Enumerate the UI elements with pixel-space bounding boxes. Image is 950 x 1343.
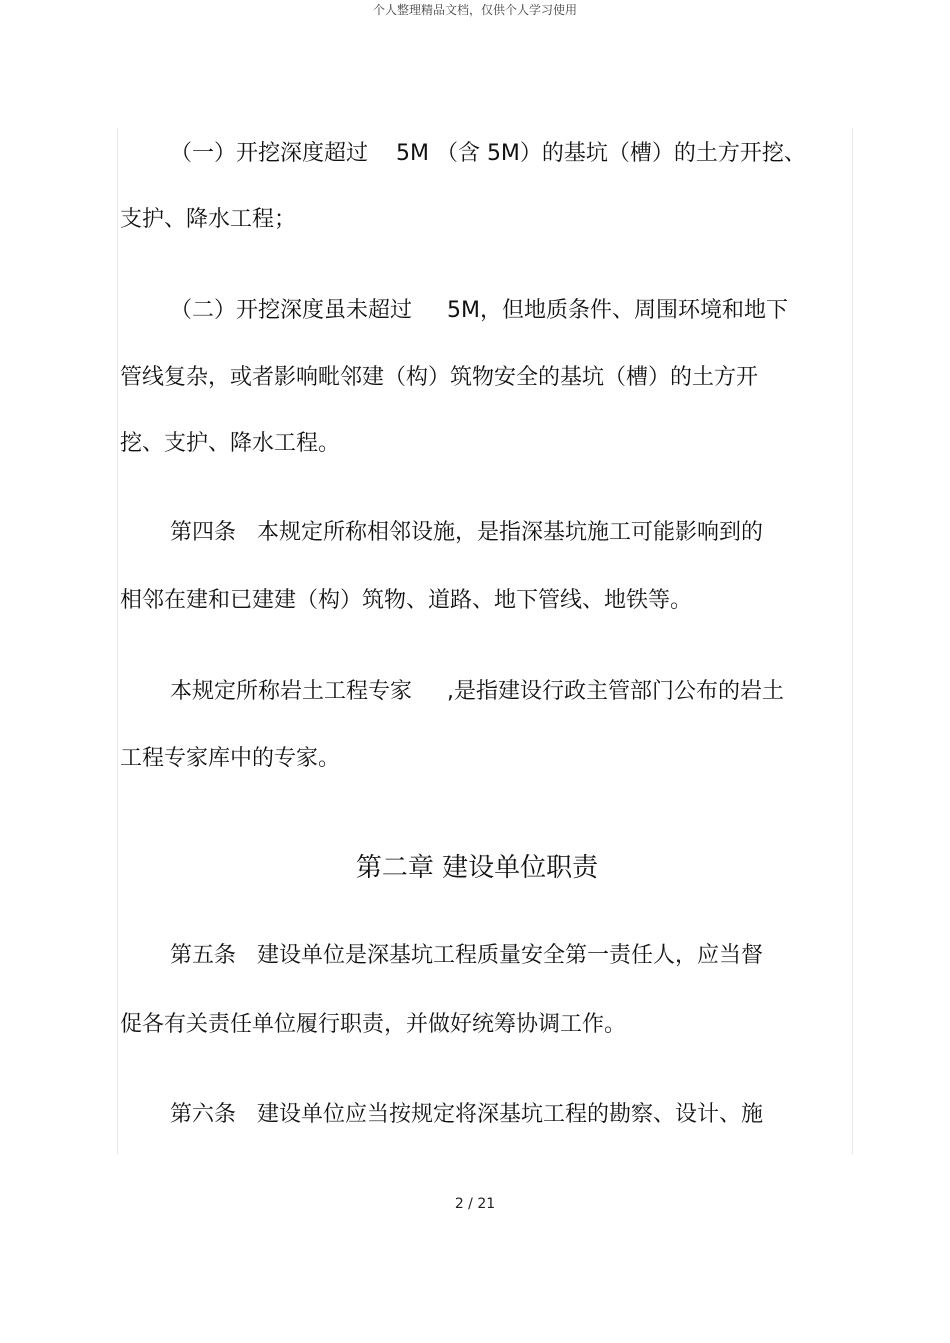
page-frame-right-border [852, 128, 853, 1154]
paragraph-line: 相邻在建和已建建（构）筑物、道路、地下管线、地铁等。 [120, 588, 693, 613]
page-frame-left-border [117, 128, 118, 1154]
paragraph-line: 管线复杂，或者影响毗邻建（构）筑物安全的基坑（槽）的土方开 [120, 365, 759, 390]
chapter-heading: 第二章 建设单位职责 [355, 853, 599, 883]
paragraph-line: 工程专家库中的专家。 [120, 746, 341, 771]
paragraph-line: 促各有关责任单位履行职责，并做好统筹协调工作。 [120, 1012, 627, 1037]
paragraph-line: 本规定所称岩土工程专家 ,是指建设行政主管部门公布的岩土 [170, 679, 784, 704]
document-header-note: 个人整理精品文档，仅供个人学习使用 [372, 3, 577, 17]
paragraph-line: 第四条 本规定所称相邻设施，是指深基坑施工可能影响到的 [170, 520, 763, 545]
paragraph-line: 挖、支护、降水工程。 [120, 431, 341, 456]
paragraph-line: （二）开挖深度虽未超过 5M，但地质条件、周围环境和地下 [170, 298, 788, 323]
paragraph-line: （一）开挖深度超过 5M （含 5M）的基坑（槽）的土方开挖、 [170, 141, 806, 166]
page-number: 2 / 21 [454, 1196, 496, 1212]
paragraph-line: 第五条 建设单位是深基坑工程质量安全第一责任人，应当督 [170, 943, 763, 968]
paragraph-line: 支护、降水工程； [120, 207, 297, 232]
paragraph-line: 第六条 建设单位应当按规定将深基坑工程的勘察、设计、施 [170, 1102, 763, 1127]
